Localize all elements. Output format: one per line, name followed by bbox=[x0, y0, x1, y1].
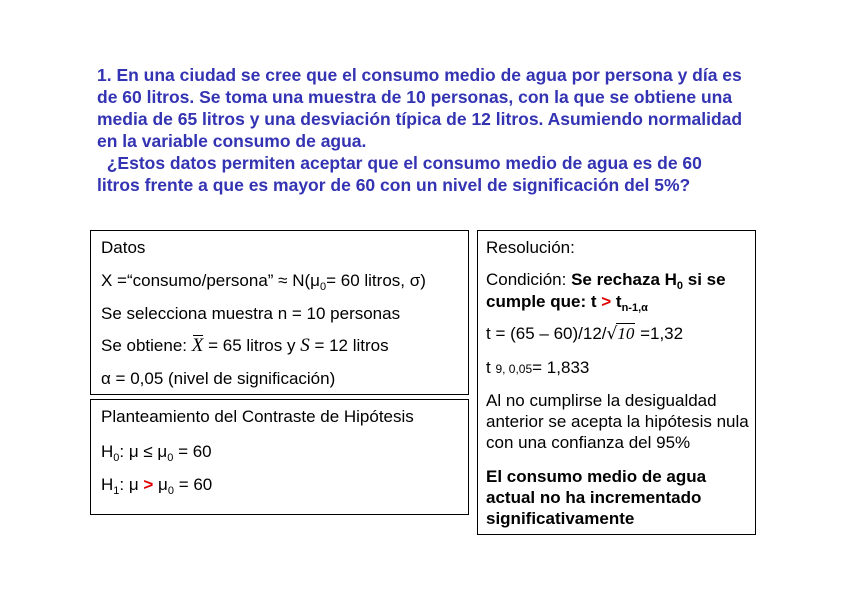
problem-question: ¿Estos datos permiten aceptar que el consumo medio de agua es de 60 bbox=[97, 153, 702, 173]
resolution-title: Resolución: bbox=[486, 238, 575, 257]
t-statistic: t = (65 – 60)/12/√10 =1,32 bbox=[486, 324, 684, 344]
xbar-symbol: X bbox=[191, 335, 204, 356]
random-variable-definition: X =“consumo/persona” ≈ $N(\mu_0= 60$ litros, σ) bbox=[101, 271, 426, 293]
t-critical-value: t 9, 0,05= 1,833 bbox=[486, 358, 590, 377]
problem-line: 1. En una ciudad se cree que el consumo medio de agua por persona y día es bbox=[97, 65, 742, 85]
datos-title: Datos bbox=[101, 238, 146, 257]
final-conclusion: El consumo medio de agua actual no ha incrementado significativamente bbox=[486, 467, 707, 528]
conclusion-text: Al no cumplirse la desigualdad anterior se acepta la hipótesis nula con una confianza del 95% bbox=[486, 391, 749, 452]
alternative-hypothesis: $H_1$: $\mu > \mu_0 = 60$ bbox=[101, 475, 213, 497]
sample-size: Se selecciona muestra n = 10 personas bbox=[101, 304, 401, 323]
problem-line: litros frente a que es mayor de 60 con un nivel de significación del 5%? bbox=[97, 175, 691, 195]
problem-statement bbox=[97, 64, 777, 196]
rejection-condition: Condición: Se rechaza $H_0$ si se cumple que: $t > t_{n-1,\alpha}$ bbox=[486, 270, 726, 314]
s-symbol: S bbox=[300, 335, 310, 356]
datos-box bbox=[90, 230, 469, 395]
hypothesis-title: Planteamiento del Contraste de Hipótesis bbox=[101, 407, 414, 426]
null-hypothesis: $H_0$: $\mu \le \mu_0 = 60$ bbox=[101, 442, 212, 464]
problem-line: de 60 litros. Se toma una muestra de 10 personas, con la que se obtiene una bbox=[97, 87, 733, 107]
significance-level: α = 0,05 (nivel de significación) bbox=[101, 369, 336, 388]
sample-results: Se obtiene: X = 65 litros y S = 12 litros bbox=[101, 335, 389, 356]
resolution-box bbox=[477, 230, 756, 535]
problem-line: media de 65 litros y una desviación típica de 12 litros. Asumiendo normalidad bbox=[97, 109, 743, 129]
hypothesis-box bbox=[90, 399, 469, 515]
problem-line: en la variable consumo de agua. bbox=[97, 131, 367, 151]
